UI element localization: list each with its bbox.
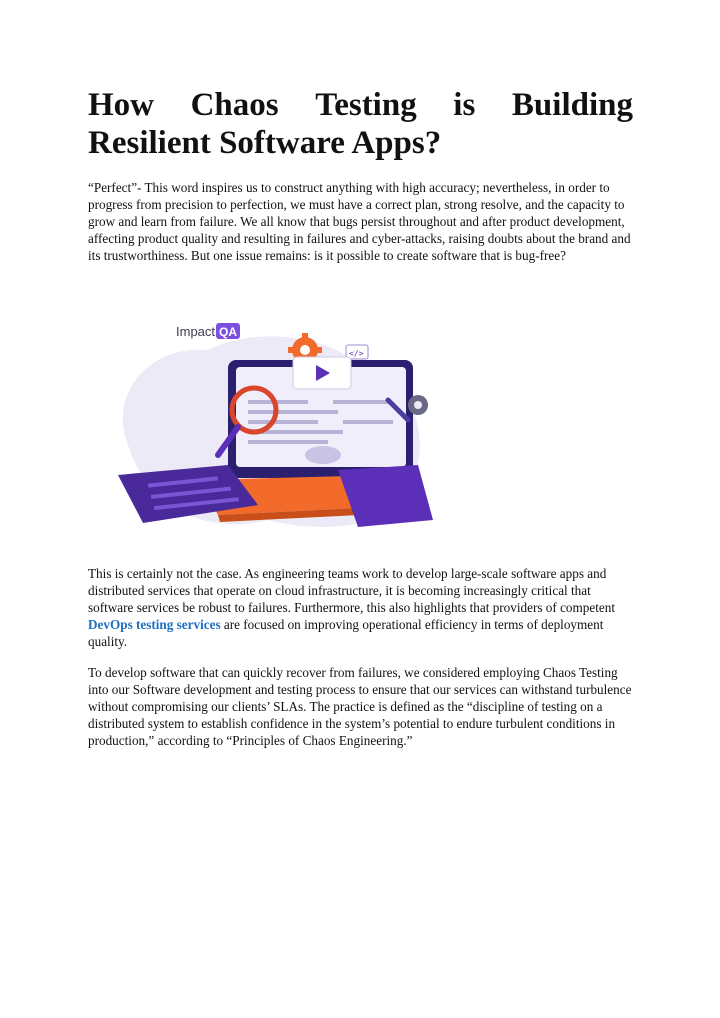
body-paragraph-3: To develop software that can quickly recover from failures, we considered employing Chaos Testing into our Software development and testing process to ensure that our services can withstand turbulence without compromising our clients’ SLAs. The practice is defined as the “discipline of testing on a distributed system to establish confidence in the system’s potential to endure turbulent conditions in production,” according to “Principles of Chaos Engineering.” (88, 665, 632, 748)
settings-gear-icon (408, 395, 428, 415)
chaos-testing-illustration (88, 305, 448, 535)
para2-text-after: are focused on improving operational efficiency in terms of deployment quality. (88, 617, 604, 649)
logo-impact: Impact (176, 324, 216, 339)
body-paragraph-2 (88, 565, 633, 650)
title-word: Building (511, 87, 633, 123)
mouse (305, 446, 341, 464)
title-word: Testing (315, 87, 417, 123)
article-title (88, 86, 633, 162)
title-word: Chaos (190, 87, 279, 123)
para2-text-before: This is certainly not the case. As engineering teams work to develop large-scale software apps and distributed services that operate on cloud infrastructure, it is becoming increasingly critical that software services be robust to failures. Furthermore, this also highlights that providers of competent (88, 566, 616, 615)
title-line-1 (88, 86, 633, 124)
title-word: How (88, 87, 154, 123)
intro-paragraph: “Perfect”- This word inspires us to construct anything with high accuracy; nevertheless, in order to progress from precision to perfection, we must have a correct plan, strong resolve, and the capacity to grow and learn from failure. We all know that bugs persist throughout and after product development, affecting product quality and resulting in failures and cyber-attacks, raising doubts about the brand and its trustworthiness. But one issue remains: is it possible to create software that is bug-free? (88, 180, 631, 263)
logo-qa: QA (219, 325, 237, 339)
title-word: is (453, 87, 476, 123)
code-tag: </> (349, 349, 364, 358)
devops-testing-link[interactable]: DevOps testing services (88, 617, 221, 632)
title-line-2: Resilient Software Apps? (88, 125, 442, 161)
